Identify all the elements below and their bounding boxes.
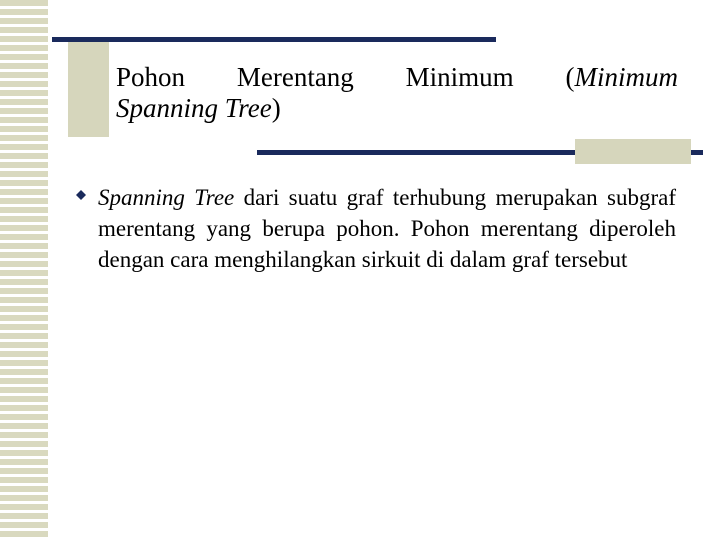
title-word: Pohon xyxy=(116,62,186,92)
bullet-body: dari suatu graf terhubung merupakan subgraf merentang yang berupa pohon. Pohon merentang diperoleh dengan cara menghilangkan sirkuit di dalam graf tersebut xyxy=(98,185,676,272)
title-open-paren: ( xyxy=(565,62,575,92)
title-line2-italic: Spanning Tree xyxy=(116,93,272,123)
title-paren-group xyxy=(565,62,678,93)
rule-accent-block xyxy=(575,139,691,164)
left-stripe-decoration xyxy=(0,0,50,540)
title-accent-block xyxy=(68,42,109,137)
bullet-text xyxy=(98,182,676,275)
title-word-italic: Minimum xyxy=(574,62,678,92)
diamond-bullet-icon xyxy=(76,190,86,200)
title-top-rule xyxy=(52,37,496,42)
bullet-item xyxy=(76,182,676,275)
slide-title xyxy=(116,62,678,124)
title-word: Merentang xyxy=(236,62,354,92)
slide-title-line-2 xyxy=(116,93,678,124)
bullet-italic-lead: Spanning Tree xyxy=(98,185,235,210)
title-close-paren: ) xyxy=(271,93,281,123)
slide-title-line-1 xyxy=(116,62,678,93)
title-word: Minimum xyxy=(405,62,514,92)
